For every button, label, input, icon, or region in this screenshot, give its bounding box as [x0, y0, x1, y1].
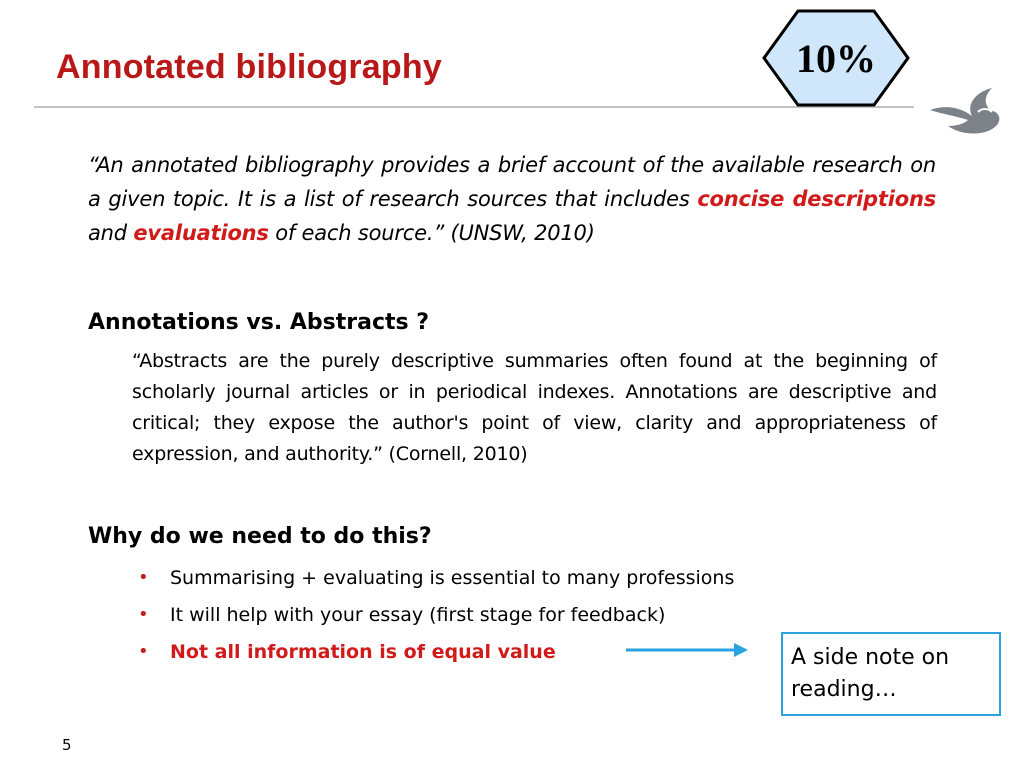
- highlight-concise-descriptions: concise descriptions: [697, 187, 936, 211]
- page-number: 5: [62, 736, 72, 754]
- bullet-icon: •: [138, 567, 149, 588]
- list-item-text: It will help with your essay (first stage for feedback): [170, 604, 666, 626]
- quote-text-end: of each source.” (UNSW, 2010): [268, 221, 595, 245]
- list-item-text: Not all information is of equal value: [170, 641, 556, 663]
- list-item: [138, 564, 734, 601]
- arrow-right-icon: [624, 640, 750, 660]
- slide-title: Annotated bibliography: [56, 48, 442, 86]
- side-note-line-2: reading…: [791, 677, 897, 702]
- list-item: [138, 601, 734, 638]
- bullet-icon: •: [138, 641, 149, 662]
- weight-badge: [760, 8, 912, 108]
- highlight-evaluations: evaluations: [133, 221, 269, 245]
- annotations-vs-abstracts-heading: Annotations vs. Abstracts ?: [88, 310, 430, 335]
- quote-text-start: “An annotated bibliography provides a brief account of the available research on a given topic. It is a list of research sources that includes: [88, 153, 936, 211]
- side-note-line-1: A side note on: [791, 645, 950, 670]
- side-note-box: [781, 632, 1001, 716]
- quote-text-and: and: [88, 221, 134, 245]
- bullet-icon: •: [138, 604, 149, 625]
- why-heading: Why do we need to do this?: [88, 524, 432, 549]
- abstracts-definition-quote: “Abstracts are the purely descriptive summaries often found at the beginning of scholarly journal articles or in periodical indexes. Annotations are descriptive and critical; they expose the author's point of view, clarity and appropriateness of expression, and authority.” (Cornell, 2010): [132, 350, 937, 465]
- weight-badge-label: 10%: [796, 35, 876, 81]
- swoosh-bird-logo-icon: [926, 82, 1004, 138]
- bibliography-definition-quote: [88, 148, 936, 250]
- list-item-text: Summarising + evaluating is essential to many professions: [170, 567, 735, 589]
